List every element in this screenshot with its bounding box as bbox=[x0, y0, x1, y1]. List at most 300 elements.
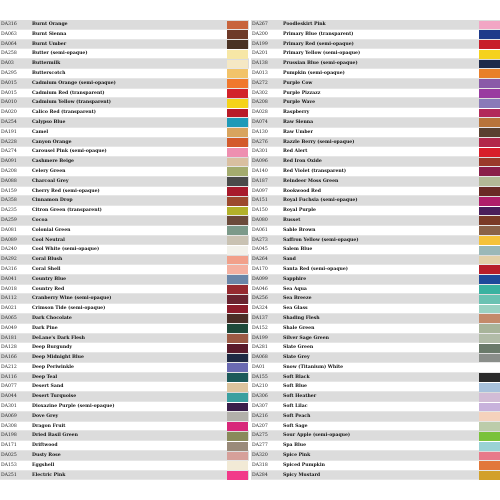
color-name: Dried Basil Green bbox=[32, 433, 78, 439]
color-name: Electric Pink bbox=[32, 472, 66, 478]
color-swatch bbox=[227, 187, 248, 196]
color-row bbox=[251, 128, 500, 138]
color-name: Sea Breeze bbox=[283, 296, 312, 302]
color-name: Primary Red (semi-opaque) bbox=[283, 41, 354, 47]
color-name: Razzle Berry (semi-opaque) bbox=[283, 139, 355, 145]
color-row bbox=[251, 461, 500, 471]
right-color-column bbox=[251, 20, 500, 480]
color-row bbox=[251, 343, 500, 353]
color-swatch bbox=[227, 177, 248, 186]
color-code: DA021 bbox=[1, 306, 17, 312]
color-name: Desert Turquoise bbox=[32, 394, 77, 400]
color-swatch bbox=[479, 471, 500, 480]
color-code: DA191 bbox=[1, 129, 17, 135]
color-name: Raspberry bbox=[283, 110, 310, 116]
color-name: Sour Apple (semi-opaque) bbox=[283, 433, 351, 439]
color-swatch bbox=[227, 442, 248, 451]
color-name: Soft Heather bbox=[283, 394, 317, 400]
color-code: DA046 bbox=[252, 286, 268, 292]
color-row bbox=[0, 285, 249, 295]
color-swatch bbox=[479, 373, 500, 382]
color-code: DA03 bbox=[1, 61, 14, 67]
color-swatch bbox=[479, 216, 500, 225]
color-name: Burnt Umber bbox=[32, 41, 67, 47]
color-swatch bbox=[227, 275, 248, 284]
color-code: DA140 bbox=[252, 168, 268, 174]
color-code: DA201 bbox=[252, 51, 268, 57]
color-code: DA010 bbox=[1, 100, 17, 106]
color-name: Burnt Orange bbox=[32, 22, 68, 27]
color-name: Coral Shell bbox=[32, 266, 61, 272]
color-row bbox=[251, 294, 500, 304]
color-code: DA150 bbox=[252, 208, 268, 214]
color-row bbox=[0, 461, 249, 471]
color-code: DA277 bbox=[252, 443, 268, 449]
color-row bbox=[251, 255, 500, 265]
color-code: DA210 bbox=[252, 384, 268, 390]
color-row bbox=[251, 167, 500, 177]
color-row bbox=[0, 236, 249, 246]
color-swatch bbox=[479, 60, 500, 69]
color-name: Slate Grey bbox=[283, 355, 310, 361]
color-swatch bbox=[227, 471, 248, 480]
color-name: Sea Glass bbox=[283, 306, 308, 312]
color-code: DA187 bbox=[252, 178, 268, 184]
color-row bbox=[251, 79, 500, 89]
color-row bbox=[0, 294, 249, 304]
color-swatch bbox=[479, 69, 500, 78]
color-name: Shale Green bbox=[283, 325, 315, 331]
color-swatch bbox=[479, 79, 500, 88]
color-name: Soft Blue bbox=[283, 384, 307, 390]
color-row bbox=[0, 363, 249, 373]
color-row bbox=[251, 30, 500, 40]
color-row bbox=[251, 196, 500, 206]
color-row bbox=[251, 373, 500, 383]
color-swatch bbox=[479, 295, 500, 304]
color-row bbox=[251, 314, 500, 324]
color-swatch bbox=[227, 305, 248, 314]
color-name: Eggshell bbox=[32, 462, 55, 468]
color-swatch bbox=[479, 354, 500, 363]
color-code: DA063 bbox=[1, 31, 17, 37]
color-code: DA207 bbox=[252, 423, 268, 429]
color-name: Spice Pink bbox=[283, 453, 311, 459]
color-row bbox=[0, 226, 249, 236]
color-row bbox=[0, 471, 249, 481]
left-color-column bbox=[0, 20, 249, 480]
color-code: DA272 bbox=[252, 80, 268, 86]
color-code: DA275 bbox=[252, 433, 268, 439]
color-swatch bbox=[227, 246, 248, 255]
color-swatch bbox=[227, 89, 248, 98]
color-name: Spiced Pumpkin bbox=[283, 462, 325, 468]
color-swatch bbox=[479, 148, 500, 157]
color-swatch bbox=[227, 148, 248, 157]
color-swatch bbox=[227, 256, 248, 265]
color-row bbox=[251, 108, 500, 118]
color-name: Cranberry Wine (semi-opaque) bbox=[32, 296, 112, 302]
color-name: Cool White (semi-opaque) bbox=[32, 247, 100, 253]
color-name: DeLane's Dark Flesh bbox=[32, 335, 85, 341]
color-swatch bbox=[227, 79, 248, 88]
color-name: Cocoa bbox=[32, 217, 48, 223]
color-row bbox=[251, 334, 500, 344]
color-name: Red Iron Oxide bbox=[283, 159, 322, 165]
color-code: DA099 bbox=[252, 276, 268, 282]
color-row bbox=[0, 30, 249, 40]
color-row bbox=[0, 40, 249, 50]
color-swatch bbox=[479, 265, 500, 274]
color-row bbox=[251, 236, 500, 246]
color-swatch bbox=[227, 167, 248, 176]
color-swatch bbox=[227, 432, 248, 441]
color-swatch bbox=[227, 128, 248, 137]
color-swatch bbox=[227, 216, 248, 225]
color-row bbox=[0, 382, 249, 392]
color-name: Sapphire bbox=[283, 276, 307, 282]
color-row bbox=[0, 304, 249, 314]
color-swatch bbox=[479, 403, 500, 412]
color-swatch bbox=[227, 324, 248, 333]
color-row bbox=[251, 265, 500, 275]
color-row bbox=[0, 167, 249, 177]
color-name: Pumpkin (semi-opaque) bbox=[283, 70, 345, 76]
color-row bbox=[251, 382, 500, 392]
color-row bbox=[251, 20, 500, 30]
color-code: DA045 bbox=[252, 247, 268, 253]
color-code: DA089 bbox=[1, 237, 17, 243]
color-code: DA240 bbox=[1, 247, 17, 253]
color-code: DA155 bbox=[252, 374, 268, 380]
color-swatch bbox=[479, 197, 500, 206]
color-code: DA112 bbox=[1, 296, 17, 302]
color-code: DA151 bbox=[252, 198, 268, 204]
color-name: Soft Sage bbox=[283, 423, 308, 429]
color-row bbox=[251, 304, 500, 314]
color-swatch bbox=[479, 138, 500, 147]
color-swatch bbox=[479, 393, 500, 402]
color-row bbox=[0, 265, 249, 275]
color-code: DA116 bbox=[1, 374, 17, 380]
color-row bbox=[251, 69, 500, 79]
color-row bbox=[0, 255, 249, 265]
color-code: DA097 bbox=[252, 188, 268, 194]
color-row bbox=[0, 451, 249, 461]
color-code: DA316 bbox=[1, 22, 17, 27]
color-code: DA015 bbox=[1, 80, 17, 86]
color-name: Spa Blue bbox=[283, 443, 306, 449]
color-code: DA015 bbox=[1, 90, 17, 96]
color-swatch bbox=[479, 207, 500, 216]
color-row bbox=[0, 128, 249, 138]
color-row bbox=[251, 147, 500, 157]
color-code: DA080 bbox=[252, 217, 268, 223]
color-swatch bbox=[479, 363, 500, 372]
color-row bbox=[251, 157, 500, 167]
color-code: DA256 bbox=[252, 296, 268, 302]
color-name: Spicy Mustard bbox=[283, 472, 321, 478]
color-swatch bbox=[227, 197, 248, 206]
color-row bbox=[0, 373, 249, 383]
color-name: Raw Umber bbox=[283, 129, 313, 135]
color-code: DA130 bbox=[252, 129, 268, 135]
color-code: DA128 bbox=[1, 345, 17, 351]
color-code: DA301 bbox=[252, 149, 268, 155]
color-code: DA208 bbox=[252, 100, 268, 106]
color-code: DA199 bbox=[252, 335, 268, 341]
color-code: DA077 bbox=[1, 384, 17, 390]
color-row bbox=[251, 40, 500, 50]
color-name: Royal Purple bbox=[283, 208, 316, 214]
color-swatch bbox=[479, 109, 500, 118]
color-code: DA044 bbox=[1, 394, 17, 400]
color-name: Sea Aqua bbox=[283, 286, 307, 292]
color-swatch bbox=[479, 89, 500, 98]
color-name: Sand bbox=[283, 257, 296, 263]
color-swatch bbox=[227, 354, 248, 363]
color-swatch bbox=[479, 177, 500, 186]
color-name: Dark Chocolate bbox=[32, 315, 72, 321]
color-row bbox=[251, 216, 500, 226]
color-row bbox=[0, 412, 249, 422]
color-name: Colonial Green bbox=[32, 227, 71, 233]
color-code: DA198 bbox=[1, 433, 17, 439]
color-name: Raw Sienna bbox=[283, 119, 314, 125]
color-row bbox=[251, 363, 500, 373]
color-code: DA153 bbox=[1, 462, 17, 468]
color-code: DA273 bbox=[252, 237, 268, 243]
color-swatch bbox=[479, 285, 500, 294]
color-code: DA254 bbox=[1, 119, 17, 125]
color-swatch bbox=[227, 452, 248, 461]
color-swatch bbox=[479, 118, 500, 127]
color-swatch bbox=[479, 226, 500, 235]
color-swatch bbox=[227, 69, 248, 78]
color-swatch bbox=[479, 236, 500, 245]
color-row bbox=[0, 216, 249, 226]
color-swatch bbox=[479, 30, 500, 39]
color-name: Dioxazine Purple (semi-opaque) bbox=[32, 404, 115, 410]
color-swatch bbox=[479, 246, 500, 255]
color-row bbox=[0, 275, 249, 285]
color-name: Deep Teal bbox=[32, 374, 58, 380]
color-swatch bbox=[479, 256, 500, 265]
color-name: Primary Blue (transparent) bbox=[283, 31, 354, 37]
color-code: DA137 bbox=[252, 315, 268, 321]
color-name: Celery Green bbox=[32, 168, 66, 174]
color-code: DA061 bbox=[252, 227, 268, 233]
color-name: Sable Brown bbox=[283, 227, 316, 233]
color-name: Butter (semi-opaque) bbox=[32, 51, 88, 57]
color-row bbox=[251, 89, 500, 99]
color-code: DA302 bbox=[252, 90, 268, 96]
color-row bbox=[251, 59, 500, 69]
color-swatch bbox=[479, 40, 500, 49]
color-name: Royal Fuchsia (semi-opaque) bbox=[283, 198, 358, 204]
color-row bbox=[0, 98, 249, 108]
color-row bbox=[0, 334, 249, 344]
color-name: Dark Pine bbox=[32, 325, 58, 331]
color-code: DA324 bbox=[252, 306, 268, 312]
color-code: DA216 bbox=[252, 413, 268, 419]
color-code: DA316 bbox=[1, 266, 17, 272]
color-row bbox=[251, 402, 500, 412]
color-swatch bbox=[227, 373, 248, 382]
color-row bbox=[251, 177, 500, 187]
color-code: DA274 bbox=[1, 149, 17, 155]
color-swatch bbox=[227, 40, 248, 49]
color-row bbox=[251, 138, 500, 148]
color-name: Cinnamon Drop bbox=[32, 198, 73, 204]
color-row bbox=[251, 412, 500, 422]
color-row bbox=[251, 206, 500, 216]
color-name: Soft Black bbox=[283, 374, 310, 380]
color-swatch bbox=[227, 265, 248, 274]
color-swatch bbox=[479, 305, 500, 314]
color-code: DA200 bbox=[252, 31, 268, 37]
color-name: Carousel Pink (semi-opaque) bbox=[32, 149, 107, 155]
color-row bbox=[251, 441, 500, 451]
color-row bbox=[0, 20, 249, 30]
color-name: Purple Wave bbox=[283, 100, 316, 106]
color-swatch bbox=[227, 138, 248, 147]
color-swatch bbox=[479, 324, 500, 333]
color-name: Deep Midnight Blue bbox=[32, 355, 84, 361]
color-row bbox=[0, 69, 249, 79]
color-row bbox=[0, 392, 249, 402]
color-row bbox=[0, 206, 249, 216]
color-code: DA166 bbox=[1, 355, 17, 361]
color-code: DA199 bbox=[252, 41, 268, 47]
color-code: DA01 bbox=[252, 364, 265, 370]
color-row bbox=[251, 275, 500, 285]
color-name: Calico Red (transparent) bbox=[32, 110, 96, 116]
color-name: Cadmium Red (transparent) bbox=[32, 90, 105, 96]
color-swatch bbox=[479, 314, 500, 323]
color-row bbox=[0, 79, 249, 89]
color-swatch bbox=[227, 393, 248, 402]
color-row bbox=[0, 196, 249, 206]
color-row bbox=[251, 392, 500, 402]
color-row bbox=[0, 177, 249, 187]
color-name: Country Blue bbox=[32, 276, 67, 282]
color-code: DA088 bbox=[1, 178, 17, 184]
color-row bbox=[0, 49, 249, 59]
color-row bbox=[0, 422, 249, 432]
color-row bbox=[0, 245, 249, 255]
color-swatch bbox=[479, 158, 500, 167]
color-code: DA018 bbox=[1, 286, 17, 292]
color-swatch bbox=[227, 363, 248, 372]
color-swatch bbox=[227, 207, 248, 216]
color-code: DA301 bbox=[1, 404, 17, 410]
color-code: DA308 bbox=[1, 423, 17, 429]
color-code: DA013 bbox=[252, 70, 268, 76]
color-swatch bbox=[227, 314, 248, 323]
color-code: DA276 bbox=[252, 139, 268, 145]
color-name: Primary Yellow (semi-opaque) bbox=[283, 51, 361, 57]
color-code: DA064 bbox=[1, 41, 17, 47]
color-swatch bbox=[227, 226, 248, 235]
color-row bbox=[251, 187, 500, 197]
color-row bbox=[251, 471, 500, 481]
color-code: DA235 bbox=[1, 208, 17, 214]
color-swatch bbox=[479, 128, 500, 137]
color-row bbox=[0, 89, 249, 99]
color-name: Butterscotch bbox=[32, 70, 66, 76]
color-row bbox=[0, 324, 249, 334]
color-swatch bbox=[227, 422, 248, 431]
color-swatch bbox=[227, 109, 248, 118]
color-name: Country Red bbox=[32, 286, 65, 292]
color-row bbox=[251, 422, 500, 432]
color-name: Red Alert bbox=[283, 149, 308, 155]
color-swatch bbox=[227, 30, 248, 39]
color-swatch bbox=[479, 99, 500, 108]
color-name: Poodleskirt Pink bbox=[283, 22, 326, 27]
color-name: Dragon Fruit bbox=[32, 423, 66, 429]
color-name: Charcoal Grey bbox=[32, 178, 69, 184]
color-swatch bbox=[479, 21, 500, 30]
color-row bbox=[0, 187, 249, 197]
color-swatch bbox=[479, 452, 500, 461]
color-row bbox=[251, 324, 500, 334]
color-swatch bbox=[227, 285, 248, 294]
color-swatch bbox=[227, 50, 248, 59]
color-code: DA096 bbox=[252, 159, 268, 165]
color-code: DA267 bbox=[252, 22, 268, 27]
color-name: Citron Green (transparent) bbox=[32, 208, 102, 214]
color-name: Deep Periwinkle bbox=[32, 364, 74, 370]
color-name: Rookwood Red bbox=[283, 188, 321, 194]
color-code: DA065 bbox=[1, 315, 17, 321]
color-code: DA171 bbox=[1, 443, 17, 449]
color-name: Prussian Blue (semi-opaque) bbox=[283, 61, 358, 67]
color-row bbox=[0, 138, 249, 148]
color-code: DA091 bbox=[1, 159, 17, 165]
color-code: DA259 bbox=[1, 217, 17, 223]
color-name: Shading Flesh bbox=[283, 315, 320, 321]
color-row bbox=[0, 157, 249, 167]
color-swatch bbox=[227, 461, 248, 470]
color-name: Cadmium Yellow (transparent) bbox=[32, 100, 111, 106]
color-swatch bbox=[227, 236, 248, 245]
color-code: DA306 bbox=[252, 394, 268, 400]
color-row bbox=[251, 98, 500, 108]
color-code: DA307 bbox=[252, 404, 268, 410]
color-swatch bbox=[479, 334, 500, 343]
color-swatch bbox=[479, 432, 500, 441]
color-swatch bbox=[227, 118, 248, 127]
color-row bbox=[0, 108, 249, 118]
color-code: DA264 bbox=[252, 257, 268, 263]
color-row bbox=[251, 285, 500, 295]
color-name: Calypso Blue bbox=[32, 119, 66, 125]
color-code: DA159 bbox=[1, 188, 17, 194]
color-code: DA041 bbox=[1, 276, 17, 282]
color-row bbox=[251, 245, 500, 255]
color-row bbox=[251, 451, 500, 461]
color-swatch bbox=[227, 21, 248, 30]
color-swatch bbox=[479, 442, 500, 451]
color-code: DA181 bbox=[1, 335, 17, 341]
color-swatch bbox=[227, 295, 248, 304]
color-row bbox=[0, 343, 249, 353]
color-name: Purple Cow bbox=[283, 80, 313, 86]
color-swatch bbox=[479, 344, 500, 353]
color-row bbox=[0, 314, 249, 324]
